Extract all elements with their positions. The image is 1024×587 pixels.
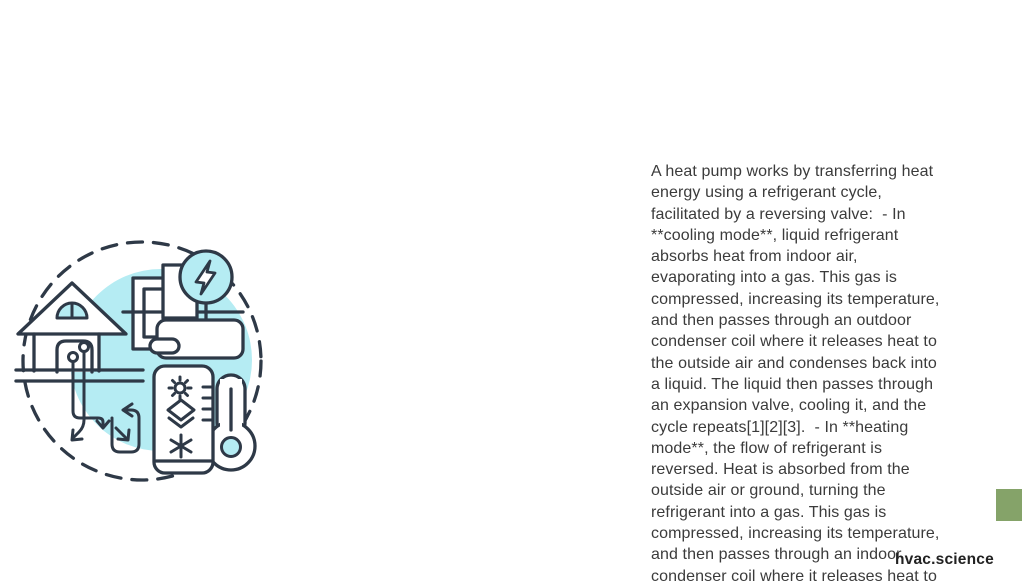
body-text-line: an expansion valve, cooling it, and the bbox=[651, 397, 927, 415]
body-text-line: condenser coil where it releases heat to bbox=[651, 333, 937, 351]
lightning-bolt-icon bbox=[180, 251, 232, 303]
body-text-line: the outside air and condenses back into bbox=[651, 354, 937, 372]
body-text-line: and then passes through an indoor bbox=[651, 546, 902, 564]
body-text-line: absorbs heat from indoor air, bbox=[651, 248, 858, 266]
body-text-line: A heat pump works by transferring heat bbox=[651, 163, 934, 180]
body-text-line: reversed. Heat is absorbed from the bbox=[651, 461, 910, 479]
body-text-line: compressed, increasing its temperature, bbox=[651, 525, 940, 543]
body-text-line: evaporating into a gas. This gas is bbox=[651, 269, 898, 287]
body-text bbox=[651, 161, 991, 587]
body-text-line: condenser coil where it releases heat to bbox=[651, 567, 937, 585]
body-text-line: energy using a refrigerant cycle, bbox=[651, 184, 882, 202]
body-text-line: and then passes through an outdoor bbox=[651, 312, 912, 330]
body-text-line: outside air or ground, turning the bbox=[651, 482, 886, 500]
body-text-line: a liquid. The liquid then passes through bbox=[651, 375, 934, 393]
body-text-line: mode**, the flow of refrigerant is bbox=[651, 439, 883, 457]
remote-control-icon bbox=[154, 366, 213, 473]
heat-pump-illustration bbox=[10, 233, 268, 485]
body-text-line: cycle repeats[1][2][3]. - In **heating bbox=[651, 418, 909, 436]
brand-watermark: hvac.science bbox=[895, 551, 994, 568]
body-text-line: **cooling mode**, liquid refrigerant bbox=[651, 226, 899, 244]
green-square-decoration bbox=[996, 489, 1022, 521]
body-text-line: facilitated by a reversing valve: - In bbox=[651, 205, 906, 223]
body-text-line: refrigerant into a gas. This gas is bbox=[651, 503, 887, 521]
ac-unit-icon bbox=[150, 320, 243, 358]
body-text-line: compressed, increasing its temperature, bbox=[651, 290, 940, 308]
